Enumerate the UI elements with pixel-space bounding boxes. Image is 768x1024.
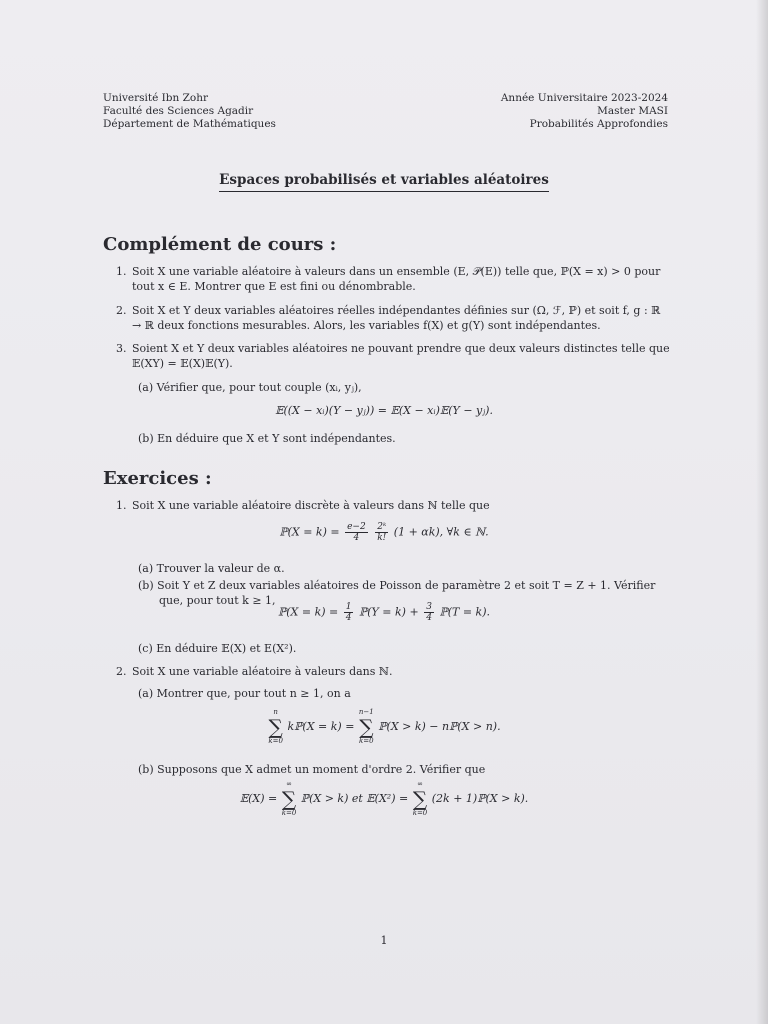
cours-item-3a: (a) Vérifier que, pour tout couple (xᵢ, yⱼ),	[138, 381, 362, 394]
equation-ex2a	[0, 708, 768, 746]
item-number: 1.	[116, 499, 127, 512]
sum-lower-limit: k=0	[281, 809, 297, 817]
eq-part: kℙ(X = k) =	[287, 720, 355, 733]
item-number: 2.	[116, 304, 127, 317]
item-number: 2.	[116, 665, 127, 678]
sum-upper-limit: ∞	[286, 780, 292, 788]
sigma-symbol: ∑	[268, 715, 283, 739]
equation-ex1b	[0, 602, 768, 623]
equation-ex1	[0, 522, 768, 543]
academic-year: Année Universitaire 2023-2024	[500, 92, 668, 104]
cours-item-3: Soient X et Y deux variables aléatoires ne pouvant prendre que deux valeurs distinctes telle que 𝔼(XY) = 𝔼(X)𝔼(Y).	[132, 342, 670, 370]
department-name: Département de Mathématiques	[103, 118, 276, 130]
cours-item-2: Soit X et Y deux variables aléatoires réelles indépendantes définies sur (Ω, ℱ, ℙ) et soit f, g : ℝ → ℝ deux fonctions mesurables. Alors, les variables f(X) et g(Y) sont indépendantes.	[132, 304, 661, 332]
eq-part: 𝔼(X) =	[239, 792, 278, 805]
eq-part: ℙ(X > k) − nℙ(X > n).	[378, 720, 501, 733]
eq-part: ℙ(X = k) =	[279, 525, 340, 539]
item-number: 3.	[116, 342, 127, 355]
exercise-2a: (a) Montrer que, pour tout n ≥ 1, on a	[138, 687, 351, 700]
fraction-numerator: 3	[426, 602, 432, 612]
eq-part: ℙ(X = k) =	[277, 605, 339, 619]
fraction	[375, 522, 388, 543]
sum-upper-limit: n	[273, 708, 278, 716]
sigma-symbol: ∑	[412, 787, 428, 811]
eq-part: (2k + 1)ℙ(X > k).	[431, 792, 529, 805]
sum-upper-limit: ∞	[417, 780, 423, 788]
exercise-1b-line2: que, pour tout k ≥ 1,	[159, 594, 276, 607]
header-right	[501, 92, 668, 131]
document-title	[0, 172, 768, 188]
item-number: 1.	[116, 265, 127, 278]
summation	[268, 708, 283, 746]
section-heading-cours: Complément de cours :	[103, 234, 337, 255]
header-left	[103, 92, 276, 131]
fraction-denominator: 4	[353, 533, 360, 543]
sigma-symbol: ∑	[281, 787, 297, 811]
fraction-denominator: 4	[345, 613, 352, 623]
summation	[359, 708, 374, 746]
fraction-numerator: 2ᵏ	[375, 522, 388, 533]
fraction-numerator: e−2	[347, 522, 366, 532]
exercise-2: Soit X une variable aléatoire à valeurs dans ℕ.	[132, 665, 393, 678]
exercise-2b: (b) Supposons que X admet un moment d'ordre 2. Vérifier que	[138, 763, 486, 776]
sum-lower-limit: k=0	[268, 737, 283, 745]
program-name: Master MASI	[597, 105, 668, 117]
equation-3a: 𝔼((X − xᵢ)(Y − yⱼ)) = 𝔼(X − xᵢ)𝔼(Y − yⱼ).	[275, 404, 493, 417]
exercise-1: Soit X une variable aléatoire discrète à valeurs dans ℕ telle que	[132, 499, 490, 512]
eq-part: ℙ(Y = k) +	[358, 605, 419, 619]
page-number: 1	[380, 934, 388, 947]
eq-part: ℙ(X > k) et 𝔼(X²) =	[300, 792, 409, 805]
sum-lower-limit: k=0	[359, 737, 374, 745]
exercise-1c: (c) En déduire 𝔼(X) et E(X²).	[138, 642, 297, 655]
summation	[282, 780, 297, 818]
sigma-symbol: ∑	[359, 715, 374, 739]
exercise-1b-line1: (b) Soit Y et Z deux variables aléatoires de Poisson de paramètre 2 et soit T = Z + 1. Vérifier	[138, 579, 656, 592]
fraction	[424, 602, 434, 623]
course-name: Probabilités Approfondies	[529, 118, 668, 130]
summation	[413, 780, 428, 818]
fraction-numerator: 1	[345, 602, 352, 612]
equation-ex2b	[0, 780, 768, 818]
fraction	[345, 522, 368, 543]
faculty-name: Faculté des Sciences Agadir	[103, 105, 254, 117]
fraction-denominator: k!	[377, 533, 387, 543]
document-title-text: Espaces probabilisés et variables aléatoires	[219, 172, 549, 192]
exercise-1a: (a) Trouver la valeur de α.	[138, 562, 285, 575]
sum-upper-limit: n−1	[358, 708, 374, 716]
eq-part: ℙ(T = k).	[439, 605, 491, 619]
fraction	[344, 602, 354, 623]
cours-item-3b: (b) En déduire que X et Y sont indépendantes.	[138, 432, 396, 445]
section-heading-exercices: Exercices :	[103, 468, 212, 489]
sum-lower-limit: k=0	[412, 809, 428, 817]
university-name: Université Ibn Zohr	[103, 92, 209, 104]
fraction-denominator: 4	[426, 613, 432, 623]
cours-item-1: Soit X une variable aléatoire à valeurs dans un ensemble (E, 𝒫(E)) telle que, ℙ(X = x) > 0 pour tout x ∈ E. Montrer que E est fini ou dénombrable.	[132, 265, 661, 293]
eq-part: (1 + αk), ∀k ∈ ℕ.	[393, 525, 489, 539]
